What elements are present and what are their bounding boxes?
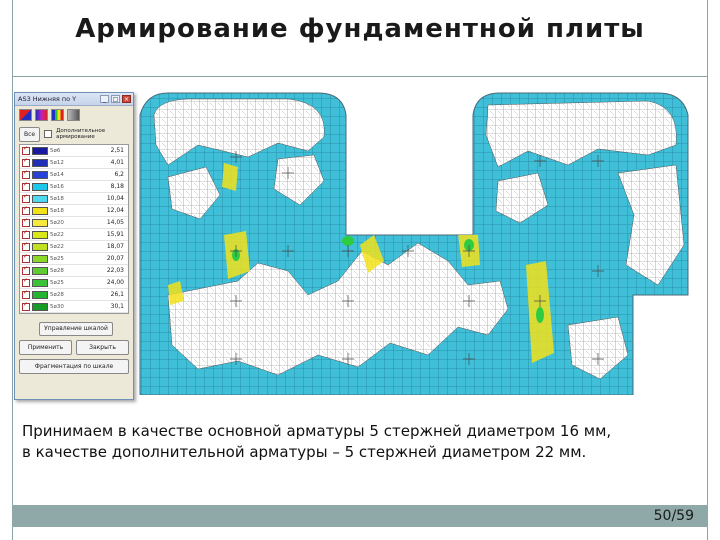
row-visibility-checkbox[interactable] bbox=[22, 231, 30, 239]
color-swatch bbox=[32, 291, 48, 299]
legend-options bbox=[15, 124, 133, 144]
minimize-button[interactable]: _ bbox=[100, 95, 109, 103]
fragment-by-scale-button[interactable]: Фрагментация по шкале bbox=[19, 359, 129, 374]
color-swatch bbox=[32, 207, 48, 215]
rebar-label: 5ø12 bbox=[50, 159, 64, 166]
rebar-label: 5ø14 bbox=[50, 171, 64, 178]
legend-row[interactable] bbox=[20, 301, 128, 313]
rebar-label: 5ø18 bbox=[50, 207, 64, 214]
footer-bar bbox=[12, 505, 708, 527]
gradient-icon[interactable] bbox=[35, 109, 48, 121]
grey-bar-icon[interactable] bbox=[67, 109, 80, 121]
row-visibility-checkbox[interactable] bbox=[22, 195, 30, 203]
page-number: 50/59 bbox=[653, 508, 694, 524]
legend-row[interactable] bbox=[20, 157, 128, 169]
row-visibility-checkbox[interactable] bbox=[22, 267, 30, 275]
area-value: 12,04 bbox=[106, 207, 124, 214]
body-line-main-rebar: Принимаем в качестве основной арматуры 5 стержней диаметром 16 мм, bbox=[22, 422, 612, 440]
color-swatch bbox=[32, 279, 48, 287]
color-swatch bbox=[32, 183, 48, 191]
legend-row[interactable] bbox=[20, 205, 128, 217]
area-value: 26,1 bbox=[110, 291, 124, 298]
additional-reinforcement-label: Дополнительное армирование bbox=[56, 128, 106, 140]
legend-toolbar bbox=[15, 106, 133, 124]
rebar-label: 5ø28 bbox=[50, 291, 64, 298]
area-value: 20,07 bbox=[106, 255, 124, 262]
foundation-slab-plan bbox=[128, 85, 708, 395]
close-window-button[interactable]: × bbox=[123, 96, 130, 103]
row-visibility-checkbox[interactable] bbox=[22, 303, 30, 311]
color-swatch bbox=[32, 195, 48, 203]
row-visibility-checkbox[interactable] bbox=[22, 255, 30, 263]
color-swatch bbox=[32, 255, 48, 263]
row-visibility-checkbox[interactable] bbox=[22, 279, 30, 287]
row-visibility-checkbox[interactable] bbox=[22, 159, 30, 167]
legend-row[interactable] bbox=[20, 265, 128, 277]
color-swatch bbox=[32, 267, 48, 275]
legend-row[interactable] bbox=[20, 169, 128, 181]
rebar-label: 5ø28 bbox=[50, 267, 64, 274]
slide-frame-left bbox=[12, 0, 13, 540]
rebar-label: 5ø22 bbox=[50, 243, 64, 250]
legend-row[interactable] bbox=[20, 241, 128, 253]
color-swatch bbox=[32, 219, 48, 227]
rebar-label: 5ø25 bbox=[50, 279, 64, 286]
color-swatch bbox=[32, 147, 48, 155]
area-value: 6,2 bbox=[114, 171, 124, 178]
legend-scale-list bbox=[19, 144, 129, 314]
area-value: 8,18 bbox=[110, 183, 124, 190]
legend-row[interactable] bbox=[20, 145, 128, 157]
legend-row[interactable] bbox=[20, 181, 128, 193]
rebar-label: 5ø16 bbox=[50, 183, 64, 190]
row-visibility-checkbox[interactable] bbox=[22, 243, 30, 251]
row-visibility-checkbox[interactable] bbox=[22, 183, 30, 191]
legend-row[interactable] bbox=[20, 289, 128, 301]
area-value: 18,07 bbox=[106, 243, 124, 250]
select-all-button[interactable]: Все bbox=[19, 127, 40, 142]
maximize-button[interactable]: □ bbox=[112, 96, 119, 103]
area-value: 24,00 bbox=[106, 279, 124, 286]
area-value: 4,01 bbox=[110, 159, 124, 166]
legend-row[interactable] bbox=[20, 229, 128, 241]
color-swatch bbox=[32, 243, 48, 251]
legend-window-title: AS3 Нижняя по Y bbox=[18, 95, 77, 103]
area-value: 22,03 bbox=[106, 267, 124, 274]
row-visibility-checkbox[interactable] bbox=[22, 207, 30, 215]
title-divider bbox=[12, 76, 708, 77]
legend-row[interactable] bbox=[20, 217, 128, 229]
rebar-label: 5ø20 bbox=[50, 219, 64, 226]
area-value: 15,91 bbox=[106, 231, 124, 238]
area-value: 10,04 bbox=[106, 195, 124, 202]
rebar-label: 5ø30 bbox=[50, 303, 64, 310]
color-swatch bbox=[32, 303, 48, 311]
apply-button[interactable]: Применить bbox=[19, 340, 72, 355]
palette-icon[interactable] bbox=[19, 109, 32, 121]
close-button[interactable]: Закрыть bbox=[76, 340, 129, 355]
color-swatch bbox=[32, 231, 48, 239]
legend-titlebar[interactable] bbox=[15, 93, 133, 106]
rebar-label: 5ø22 bbox=[50, 231, 64, 238]
legend-action-row bbox=[19, 340, 129, 355]
area-value: 30,1 bbox=[110, 303, 124, 310]
slide-title: Армирование фундаментной плиты bbox=[75, 14, 645, 44]
slide-body-text bbox=[22, 421, 702, 463]
rebar-label: 5ø18 bbox=[50, 195, 64, 202]
legend-row[interactable] bbox=[20, 277, 128, 289]
additional-reinforcement-checkbox[interactable] bbox=[44, 130, 52, 138]
row-visibility-checkbox[interactable] bbox=[22, 171, 30, 179]
color-bars-icon[interactable] bbox=[51, 109, 64, 121]
row-visibility-checkbox[interactable] bbox=[22, 147, 30, 155]
rebar-label: 5ø6 bbox=[50, 147, 61, 154]
area-value: 14,05 bbox=[106, 219, 124, 226]
color-swatch bbox=[32, 159, 48, 167]
row-visibility-checkbox[interactable] bbox=[22, 219, 30, 227]
rebar-label: 5ø25 bbox=[50, 255, 64, 262]
row-visibility-checkbox[interactable] bbox=[22, 291, 30, 299]
legend-row[interactable] bbox=[20, 193, 128, 205]
color-swatch bbox=[32, 171, 48, 179]
body-line-extra-rebar: в качестве дополнительной арматуры – 5 стержней диаметром 22 мм. bbox=[22, 443, 587, 461]
legend-window[interactable] bbox=[14, 92, 134, 400]
scale-control-button[interactable]: Управление шкалой bbox=[39, 322, 113, 336]
legend-row[interactable] bbox=[20, 253, 128, 265]
area-value: 2,51 bbox=[110, 147, 124, 154]
